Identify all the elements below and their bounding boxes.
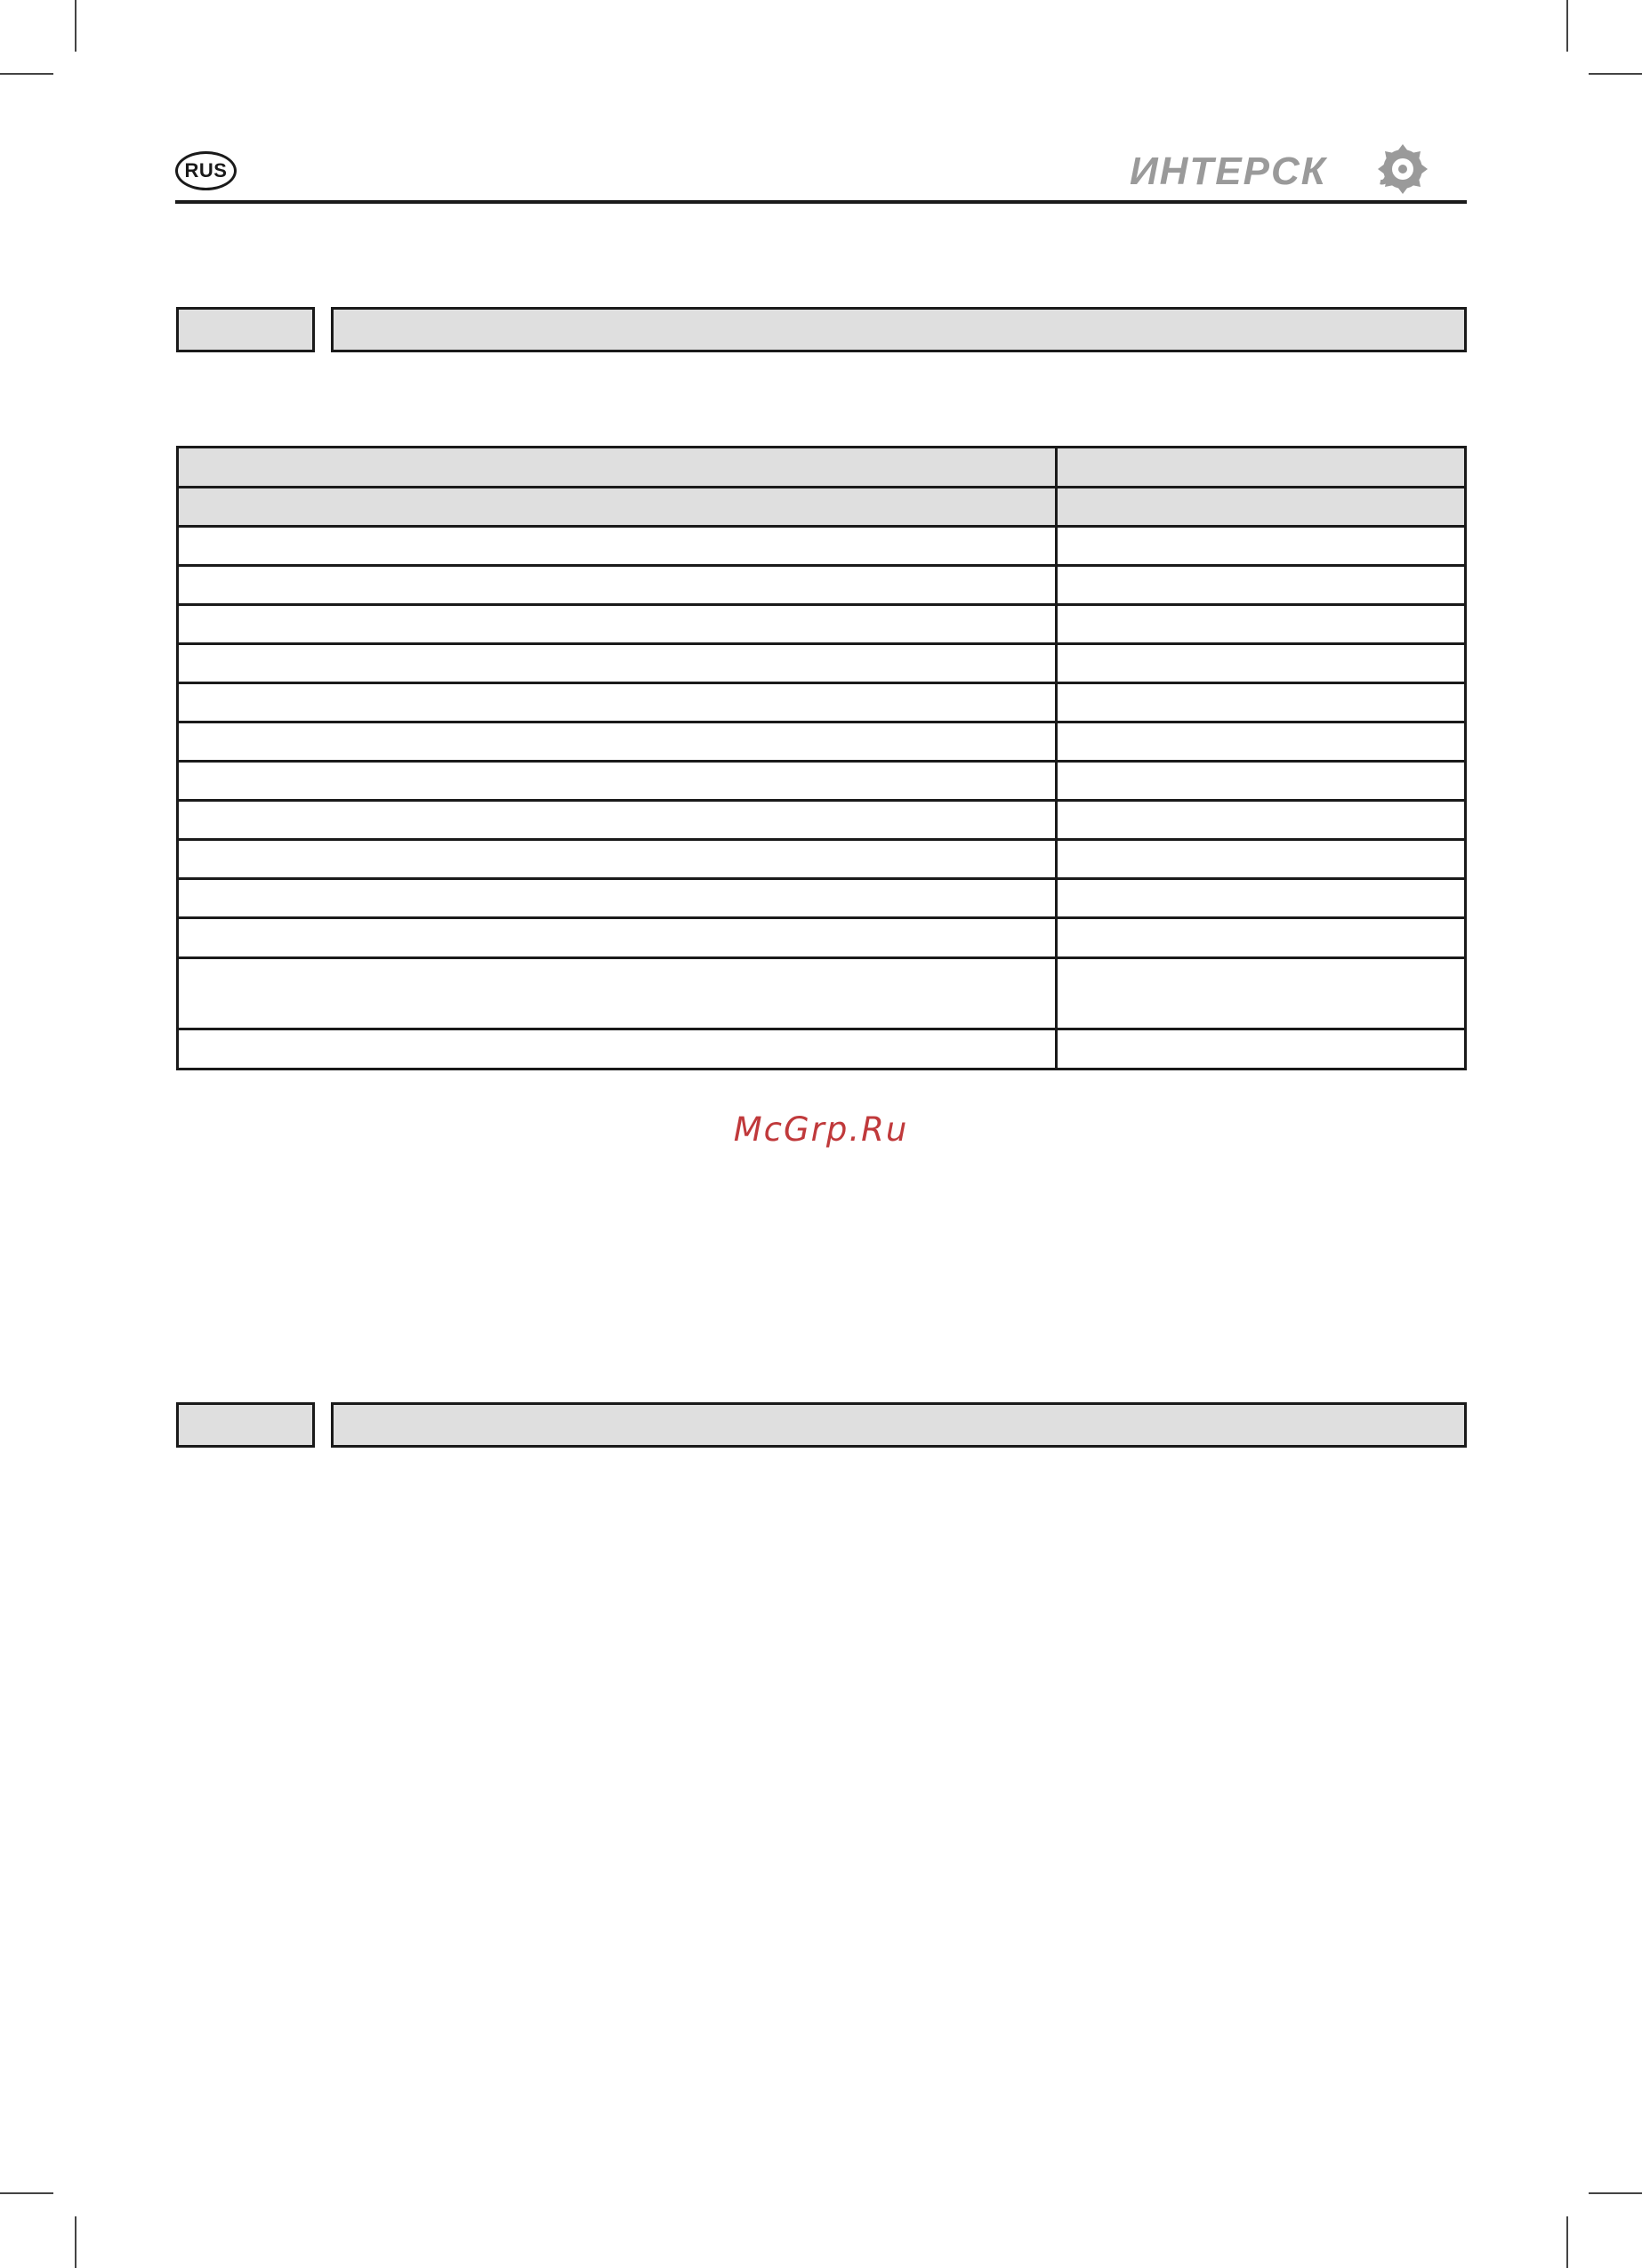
section-number-box (176, 1402, 315, 1448)
table-cell-value (1057, 958, 1466, 1029)
crop-mark (1566, 2216, 1568, 2268)
table-cell-label (178, 879, 1057, 918)
crop-mark (1589, 73, 1642, 75)
section-title-bar (331, 1402, 1467, 1448)
table-row (178, 527, 1466, 566)
crop-mark (75, 2216, 76, 2268)
table-row (178, 762, 1466, 801)
crop-mark (1589, 2192, 1642, 2194)
table-cell-value (1057, 762, 1466, 801)
table-row (178, 958, 1466, 1029)
table-row (178, 566, 1466, 605)
table-cell-value (1057, 840, 1466, 879)
table-header-row (178, 488, 1466, 527)
crop-mark (0, 2192, 53, 2194)
table-row (178, 840, 1466, 879)
table-row (178, 644, 1466, 683)
crop-mark (1566, 0, 1568, 52)
table-cell-value (1057, 566, 1466, 605)
header-divider (175, 200, 1467, 204)
table-row (178, 1029, 1466, 1069)
section-number-box (176, 307, 315, 352)
table-cell-label (178, 488, 1057, 527)
watermark: McGrp.Ru (733, 1110, 909, 1149)
table-header-row (178, 448, 1466, 488)
section-title-bar (331, 307, 1467, 352)
table-cell-label (178, 801, 1057, 840)
language-badge: RUS (175, 151, 237, 190)
table-cell-label (178, 918, 1057, 958)
table-cell-label (178, 527, 1057, 566)
table-cell-value (1057, 605, 1466, 644)
table-row (178, 722, 1466, 762)
table-cell-label (178, 1029, 1057, 1069)
table-cell-value (1057, 801, 1466, 840)
table-cell-label (178, 644, 1057, 683)
table-cell-value (1057, 527, 1466, 566)
table-cell-value (1057, 683, 1466, 722)
table-row (178, 605, 1466, 644)
table-cell-value (1057, 488, 1466, 527)
table-cell-value (1057, 1029, 1466, 1069)
table-cell-value (1057, 879, 1466, 918)
brand-logo-wordmark: ИНТЕРСК (1130, 149, 1327, 193)
table-cell-label (178, 762, 1057, 801)
crop-mark (0, 73, 53, 75)
crop-mark (75, 0, 76, 52)
brand-logo (1130, 139, 1468, 198)
table-cell-label (178, 605, 1057, 644)
table-cell-label (178, 840, 1057, 879)
table-row (178, 801, 1466, 840)
table-cell-label (178, 683, 1057, 722)
table-cell-value (1057, 448, 1466, 488)
table-cell-value (1057, 918, 1466, 958)
table-cell-label (178, 958, 1057, 1029)
table-row (178, 918, 1466, 958)
table-cell-label (178, 448, 1057, 488)
table-cell-label (178, 566, 1057, 605)
saw-blade-icon (1376, 142, 1429, 196)
table-row (178, 879, 1466, 918)
table-cell-value (1057, 644, 1466, 683)
table-cell-label (178, 722, 1057, 762)
spec-table (176, 446, 1467, 1070)
table-row (178, 683, 1466, 722)
table-cell-value (1057, 722, 1466, 762)
